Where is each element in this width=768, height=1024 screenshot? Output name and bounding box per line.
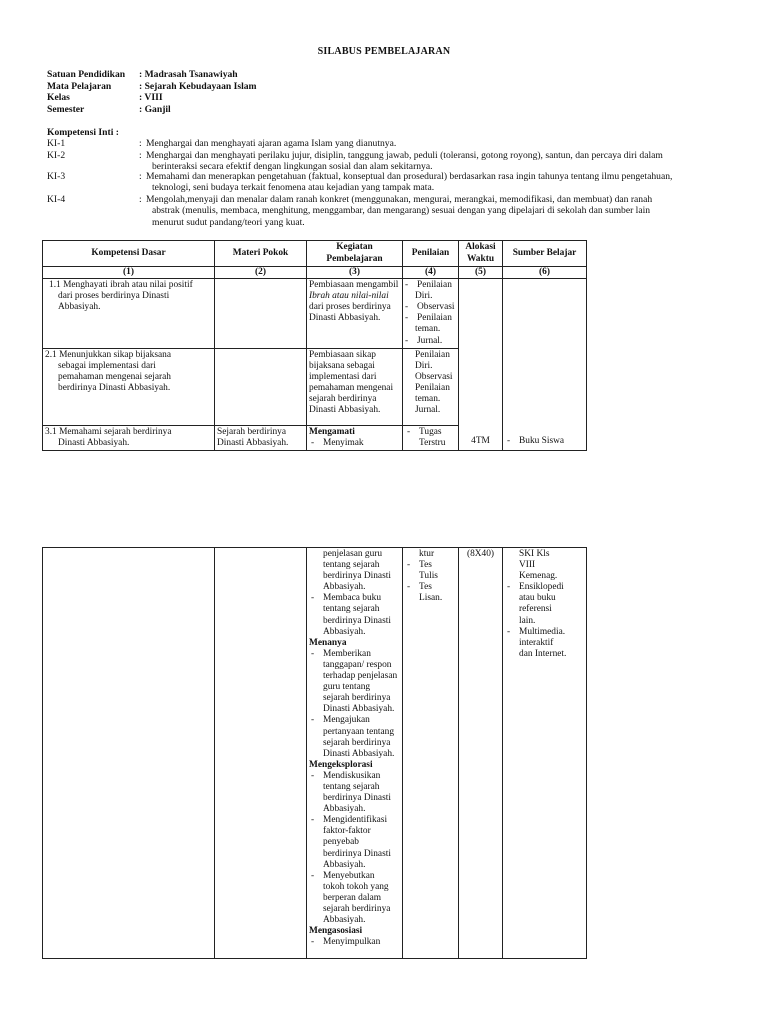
sumber-line: - Buku Siswa [505,436,584,449]
ki-code: KI-3 [47,171,66,182]
list-item-line: tokoh tokoh yang [323,881,389,892]
kd-line: sebagai implementasi dari [58,360,156,371]
penilaian-line: - Tugas [405,427,456,438]
materi-cell-2 [215,348,307,425]
col-number: (3) [307,267,403,279]
penilaian-line: Penilaian [415,382,450,393]
header-alokasi: Alokasi Waktu [459,241,503,267]
identity-value: : Ganjil [139,103,171,115]
identity-label: Satuan Pendidikan [47,69,126,80]
ki-code: KI-1 [47,138,66,149]
kd-line: berdirinya Dinasti Abbasiyah. [58,382,171,393]
list-item-line: sejarah berdirinya [323,737,391,748]
penilaian-line: Penilaian [415,349,450,360]
penilaian-line: - Jurnal. [405,336,456,347]
list-item-line: SKI Kls [519,549,550,559]
penilaian-line: - Penilaian [405,280,456,291]
penilaian-line: - Penilaian [405,313,456,324]
penilaian-cell-2 [403,348,459,425]
list-item-line: berdirinya Dinasti [323,848,391,859]
ki-text: Mengolah,menyaji dan menalar dalam ranah konkret (menggunakan, mengurai, merangkai, memodifikasi, dan membuat) dan ranah [146,194,653,205]
penilaian-line: Jurnal. [415,405,441,416]
penilaian-line: teman. [415,324,441,335]
list-item-line: tentang sejarah [323,560,380,571]
kegiatan-cell-2 [307,348,403,425]
kegiatan-line: sejarah berdirinya [309,394,377,405]
alokasi-cell-continued [459,548,503,959]
list-item-line: - Mendiskusikan [309,771,400,782]
kegiatan-line: Dinasti Abbasiyah. [309,313,381,324]
identity-label: Mata Pelajaran [47,80,112,92]
kd-cell-3 [43,425,215,450]
list-item-line: terhadap penjelasan [323,671,398,682]
list-item-line: - Menyebutkan [309,871,400,882]
kegiatan-line: Pembiasaan sikap [309,349,376,360]
materi-cell-continued [215,548,307,959]
list-item-line: sejarah berdirinya [323,904,391,914]
col-number: (5) [459,267,503,279]
kd-line: 1.1 Menghayati ibrah atau nilai positif [49,280,193,291]
col-number: (1) [43,267,215,279]
list-item-line: Dinasti Abbasiyah. [323,748,395,759]
identity-row-subject [47,81,257,93]
list-item-line: - Tes [405,582,456,593]
list-item-line: guru tentang [323,682,371,693]
list-item-line: sejarah berdirinya [323,693,391,704]
kd-cell-2 [43,348,215,425]
header-penilaian: Penilaian [403,241,459,267]
identity-value: : Sejarah Kebudayaan Islam [139,80,257,92]
list-item-line: tanggapan/ respon [323,659,392,670]
identity-label: Kelas [47,92,70,103]
penilaian-line: Observasi [415,371,453,382]
ki-text: Menghargai dan menghayati ajaran agama Islam yang dianutnya. [146,138,397,149]
list-item-line: dan Internet. [519,648,567,659]
materi-cell-1 [215,279,307,349]
list-item-line: Abbasiyah. [323,804,366,815]
header-kompetensi-dasar: Kompetensi Dasar [43,241,215,267]
ki-text: Memahami dan menerapkan pengetahuan (faktual, konseptual dan prosedural) berdasarkan rasa ingin tahunya tentang ilmu pengetahuan, [146,171,673,182]
kegiatan-cell-continued [307,548,403,959]
identity-value: : Madrasah Tsanawiyah [139,69,238,80]
list-item-line: - Multimedia. [505,627,584,638]
sumber-cell-continued [503,548,587,959]
ki-text: Menghargai dan menghayati perilaku jujur, disiplin, tanggung jawab, peduli (toleransi, gotong royong), santun, dan percaya diri dalam [146,150,663,161]
list-item-line: faktor-faktor [323,826,371,837]
list-item-line: referensi [519,604,552,615]
penilaian-line: Diri. [415,360,433,371]
kegiatan-line: implementasi dari [309,371,377,382]
penilaian-cell-1 [403,279,459,349]
kegiatan-heading: Mengamati [309,426,355,437]
penilaian-line: Terstru [419,437,446,448]
list-item-line: - Membaca buku [309,593,400,604]
identity-value: : VIII [139,92,163,103]
list-item-line: - Mengajukan [309,715,400,726]
kegiatan-line: Ibrah atau nilai-nilai [309,291,389,302]
list-item-line: Tulis [419,571,438,582]
document-title: SILABUS PEMBELAJARAN [317,46,451,57]
list-item-line: - Memberikan [309,649,400,660]
list-item-line: pertanyaan tentang [323,726,395,737]
list-item-line: Dinasti Abbasiyah. [323,704,395,715]
list-item-line: - Mengidentifikasi [309,815,400,826]
header-materi-pokok: Materi Pokok [215,241,307,267]
kd-line: 2.1 Menunjukkan sikap bijaksana [45,349,172,360]
kegiatan-line: - Menyimak [309,438,400,449]
kegiatan-line: pemahaman mengenai [309,382,394,393]
ki-text: teknologi, seni budaya terkait fenomena atau kejadian yang tampak mata. [152,182,435,194]
list-item-line: berdirinya Dinasti [323,571,391,582]
kd-line: Abbasiyah. [58,302,101,313]
identity-label: Semester [47,103,85,115]
kegiatan-line: dari proses berdirinya [309,302,391,313]
list-item-line: Abbasiyah. [323,582,366,593]
list-item-line: - Menyimpulkan [309,937,400,948]
list-item-line: berperan dalam [323,892,382,903]
list-item-line: - Tes [405,560,456,571]
kegiatan-line: Pembiasaan mengambil [309,280,399,291]
list-item-line: Abbasiyah. [323,915,366,926]
list-item-line: Abbasiyah. [323,626,366,637]
kegiatan-heading: Mengeksplorasi [309,759,373,770]
list-item-line: berdirinya Dinasti [323,615,391,626]
sumber-cell [503,279,587,451]
list-item-line: Abbasiyah. [323,859,366,870]
list-item-line: penjelasan guru [323,549,383,559]
penilaian-line: teman. [415,394,441,405]
col-number: (2) [215,267,307,279]
list-item-line: penyebab [323,837,359,848]
list-item-line: atau buku [519,593,556,604]
identity-row-school [47,69,257,81]
identity-row-semester [47,104,257,116]
ki-code: KI-2 [47,150,66,161]
list-item-line: Kemenag. [519,571,558,582]
alokasi-value: (8X40) [466,549,495,559]
alokasi-cell [459,279,503,451]
materi-line: Dinasti Abbasiyah. [217,437,289,448]
list-item-line: ktur [419,549,435,559]
header-sumber: Sumber Belajar [503,241,587,267]
kegiatan-cell-1 [307,279,403,349]
kegiatan-heading: Menanya [309,637,347,648]
list-item-line: berdirinya Dinasti [323,793,391,804]
kd-line: Dinasti Abbasiyah. [58,437,130,448]
col-number: (4) [403,267,459,279]
list-item-line: tentang sejarah [323,781,380,792]
identity-block [47,69,257,115]
kd-line: pemahaman mengenai sejarah [58,371,171,382]
col-number: (6) [503,267,587,279]
list-item-line: tentang sejarah [323,604,380,615]
penilaian-line: - Observasi [405,302,456,313]
list-item-line: lain. [519,615,536,626]
list-item-line: VIII [519,560,536,571]
kegiatan-line: bijaksana sebagai [309,360,375,371]
kd-cell-continued [43,548,215,959]
ki-text: berinteraksi secara efektif dengan lingkungan sosial dan alam sekitarnya. [152,161,433,173]
syllabus-table-part1 [42,240,587,451]
list-item-line: interaktif [519,637,554,648]
ki-text: menurut sudut pandang/teori yang kuat. [152,216,305,228]
materi-line: Sejarah berdirinya [217,426,286,437]
list-item-line: - Ensiklopedi [505,582,584,593]
list-item-line: Lisan. [419,593,443,604]
ki-heading: Kompetensi Inti : [47,127,119,138]
identity-row-class [47,92,257,104]
kegiatan-cell-3 [307,425,403,450]
kd-line: 3.1 Memahami sejarah berdirinya [45,426,172,437]
kd-line: dari proses berdirinya Dinasti [58,291,170,302]
header-kegiatan: Kegiatan Pembelajaran [307,241,403,267]
penilaian-line: Diri. [415,291,433,302]
kegiatan-heading: Mengasosiasi [309,926,363,937]
materi-cell-3 [215,425,307,450]
penilaian-cell-continued [403,548,459,959]
ki-code: KI-4 [47,194,66,205]
kegiatan-line: Dinasti Abbasiyah. [309,405,381,416]
syllabus-table-part2 [42,547,587,959]
penilaian-cell-3 [403,425,459,450]
ki-text: abstrak (menulis, membaca, menghitung, menggambar, dan mengarang) sesuai dengan yang dipelajari di sekolah dan sumber lain [152,205,651,217]
alokasi-value: 4TM [471,435,490,446]
kd-cell-1 [43,279,215,349]
